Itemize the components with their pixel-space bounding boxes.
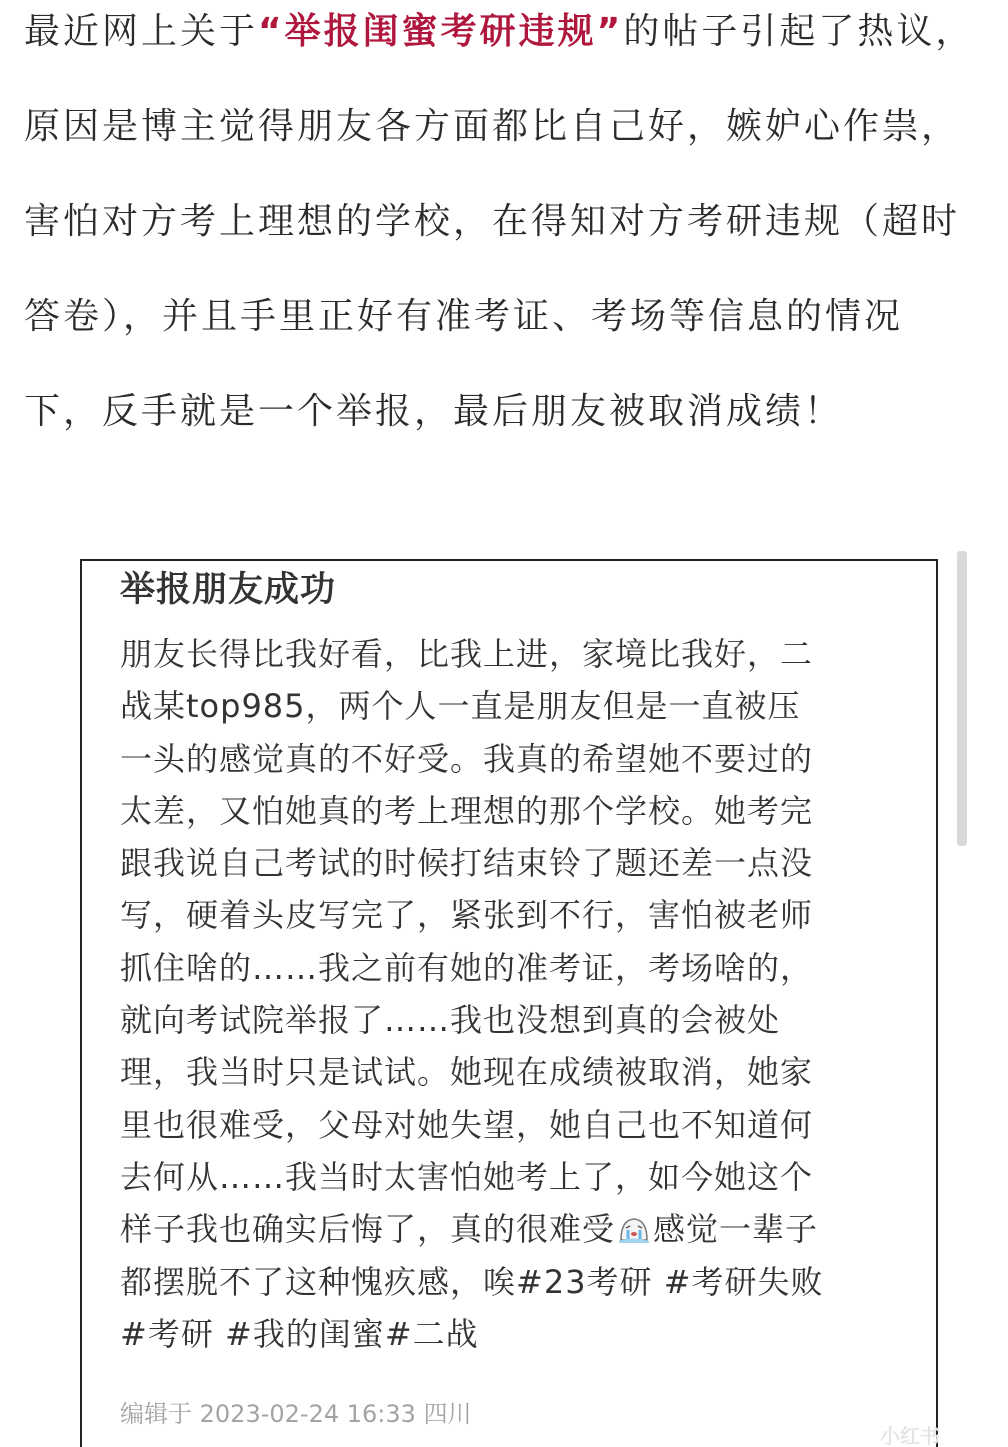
scrollbar-thumb[interactable] — [957, 551, 967, 846]
post-line-with-emoji — [120, 1206, 900, 1258]
post-line: 战某top985，两个人一直是朋友但是一直被压 — [120, 687, 801, 726]
article-line-4 — [24, 285, 999, 380]
post-text: 样子我也确实后悔了，真的很难受 — [120, 1210, 616, 1249]
article-text: 害怕对方考上理想的学校，在得知对方考研违规（超时 — [24, 201, 961, 242]
post-line: 朋友长得比我好看，比我上进，家境比我好，二 — [120, 635, 814, 673]
post-title: 举报朋友成功 — [120, 570, 337, 610]
post-line: 一头的感觉真的不好受。我真的希望她不要过的 — [120, 739, 814, 778]
crying-face-icon — [617, 1210, 651, 1240]
watermark-logo: 小红书 — [880, 1424, 940, 1447]
post-edit-meta — [120, 1397, 472, 1431]
hashtag-link[interactable]: #考研 — [120, 1314, 214, 1353]
edit-label: 编辑于 — [120, 1400, 192, 1428]
post-line: 里也很难受，父母对她失望，她自己也不知道何 — [120, 1105, 814, 1144]
article-text: 的帖子引起了热议， — [623, 11, 975, 52]
edit-location: 四川 — [423, 1400, 472, 1428]
post-line-with-tags — [120, 1259, 900, 1311]
post-line: 理，我当时只是试试。她现在成绩被取消，她家 — [120, 1053, 814, 1092]
article-text: 原因是博主觉得朋友各方面都比自己好，嫉妒心作祟， — [24, 106, 961, 147]
edit-datetime: 2023-02-24 16:33 — [199, 1400, 416, 1428]
post-screenshot — [80, 559, 938, 1447]
post-text: 感觉一辈子 — [653, 1210, 819, 1249]
post-text: 都摆脱不了这种愧疚感，唉 — [120, 1262, 517, 1301]
article-line-5 — [24, 380, 999, 475]
hashtag-link[interactable]: #23考研 — [516, 1262, 653, 1301]
article-intro — [24, 0, 999, 475]
hashtag-link[interactable]: #我的闺蜜 — [225, 1314, 385, 1353]
hashtag-link[interactable]: #二战 — [384, 1314, 479, 1353]
post-line: 去何从……我当时太害怕她考上了，如今她这个 — [120, 1157, 814, 1196]
article-text: 下，反手就是一个举报，最后朋友被取消成绩！ — [24, 391, 844, 432]
article-text: 答卷），并且手里正好有准考证、考场等信息的情况 — [24, 296, 904, 337]
post-line: 写，硬着头皮写完了，紧张到不行，害怕被老师 — [120, 896, 814, 935]
article-line-2 — [24, 95, 999, 190]
article-line-1 — [24, 0, 999, 95]
post-line: 跟我说自己考试的时候打结束铃了题还差一点没 — [120, 844, 814, 883]
post-line-tags — [120, 1311, 900, 1363]
post-line: 就向考试院举报了……我也没想到真的会被处 — [120, 1001, 781, 1040]
post-line: 太差，又怕她真的考上理想的那个学校。她考完 — [120, 791, 814, 830]
hashtag-link[interactable]: #考研失败 — [663, 1262, 824, 1301]
article-line-3 — [24, 190, 999, 285]
post-line: 抓住啥的……我之前有她的准考证，考场啥的， — [120, 948, 814, 987]
article-highlight: “举报闺蜜考研违规” — [258, 11, 624, 52]
post-body — [120, 631, 900, 1363]
article-text: 最近网上关于 — [24, 11, 259, 52]
